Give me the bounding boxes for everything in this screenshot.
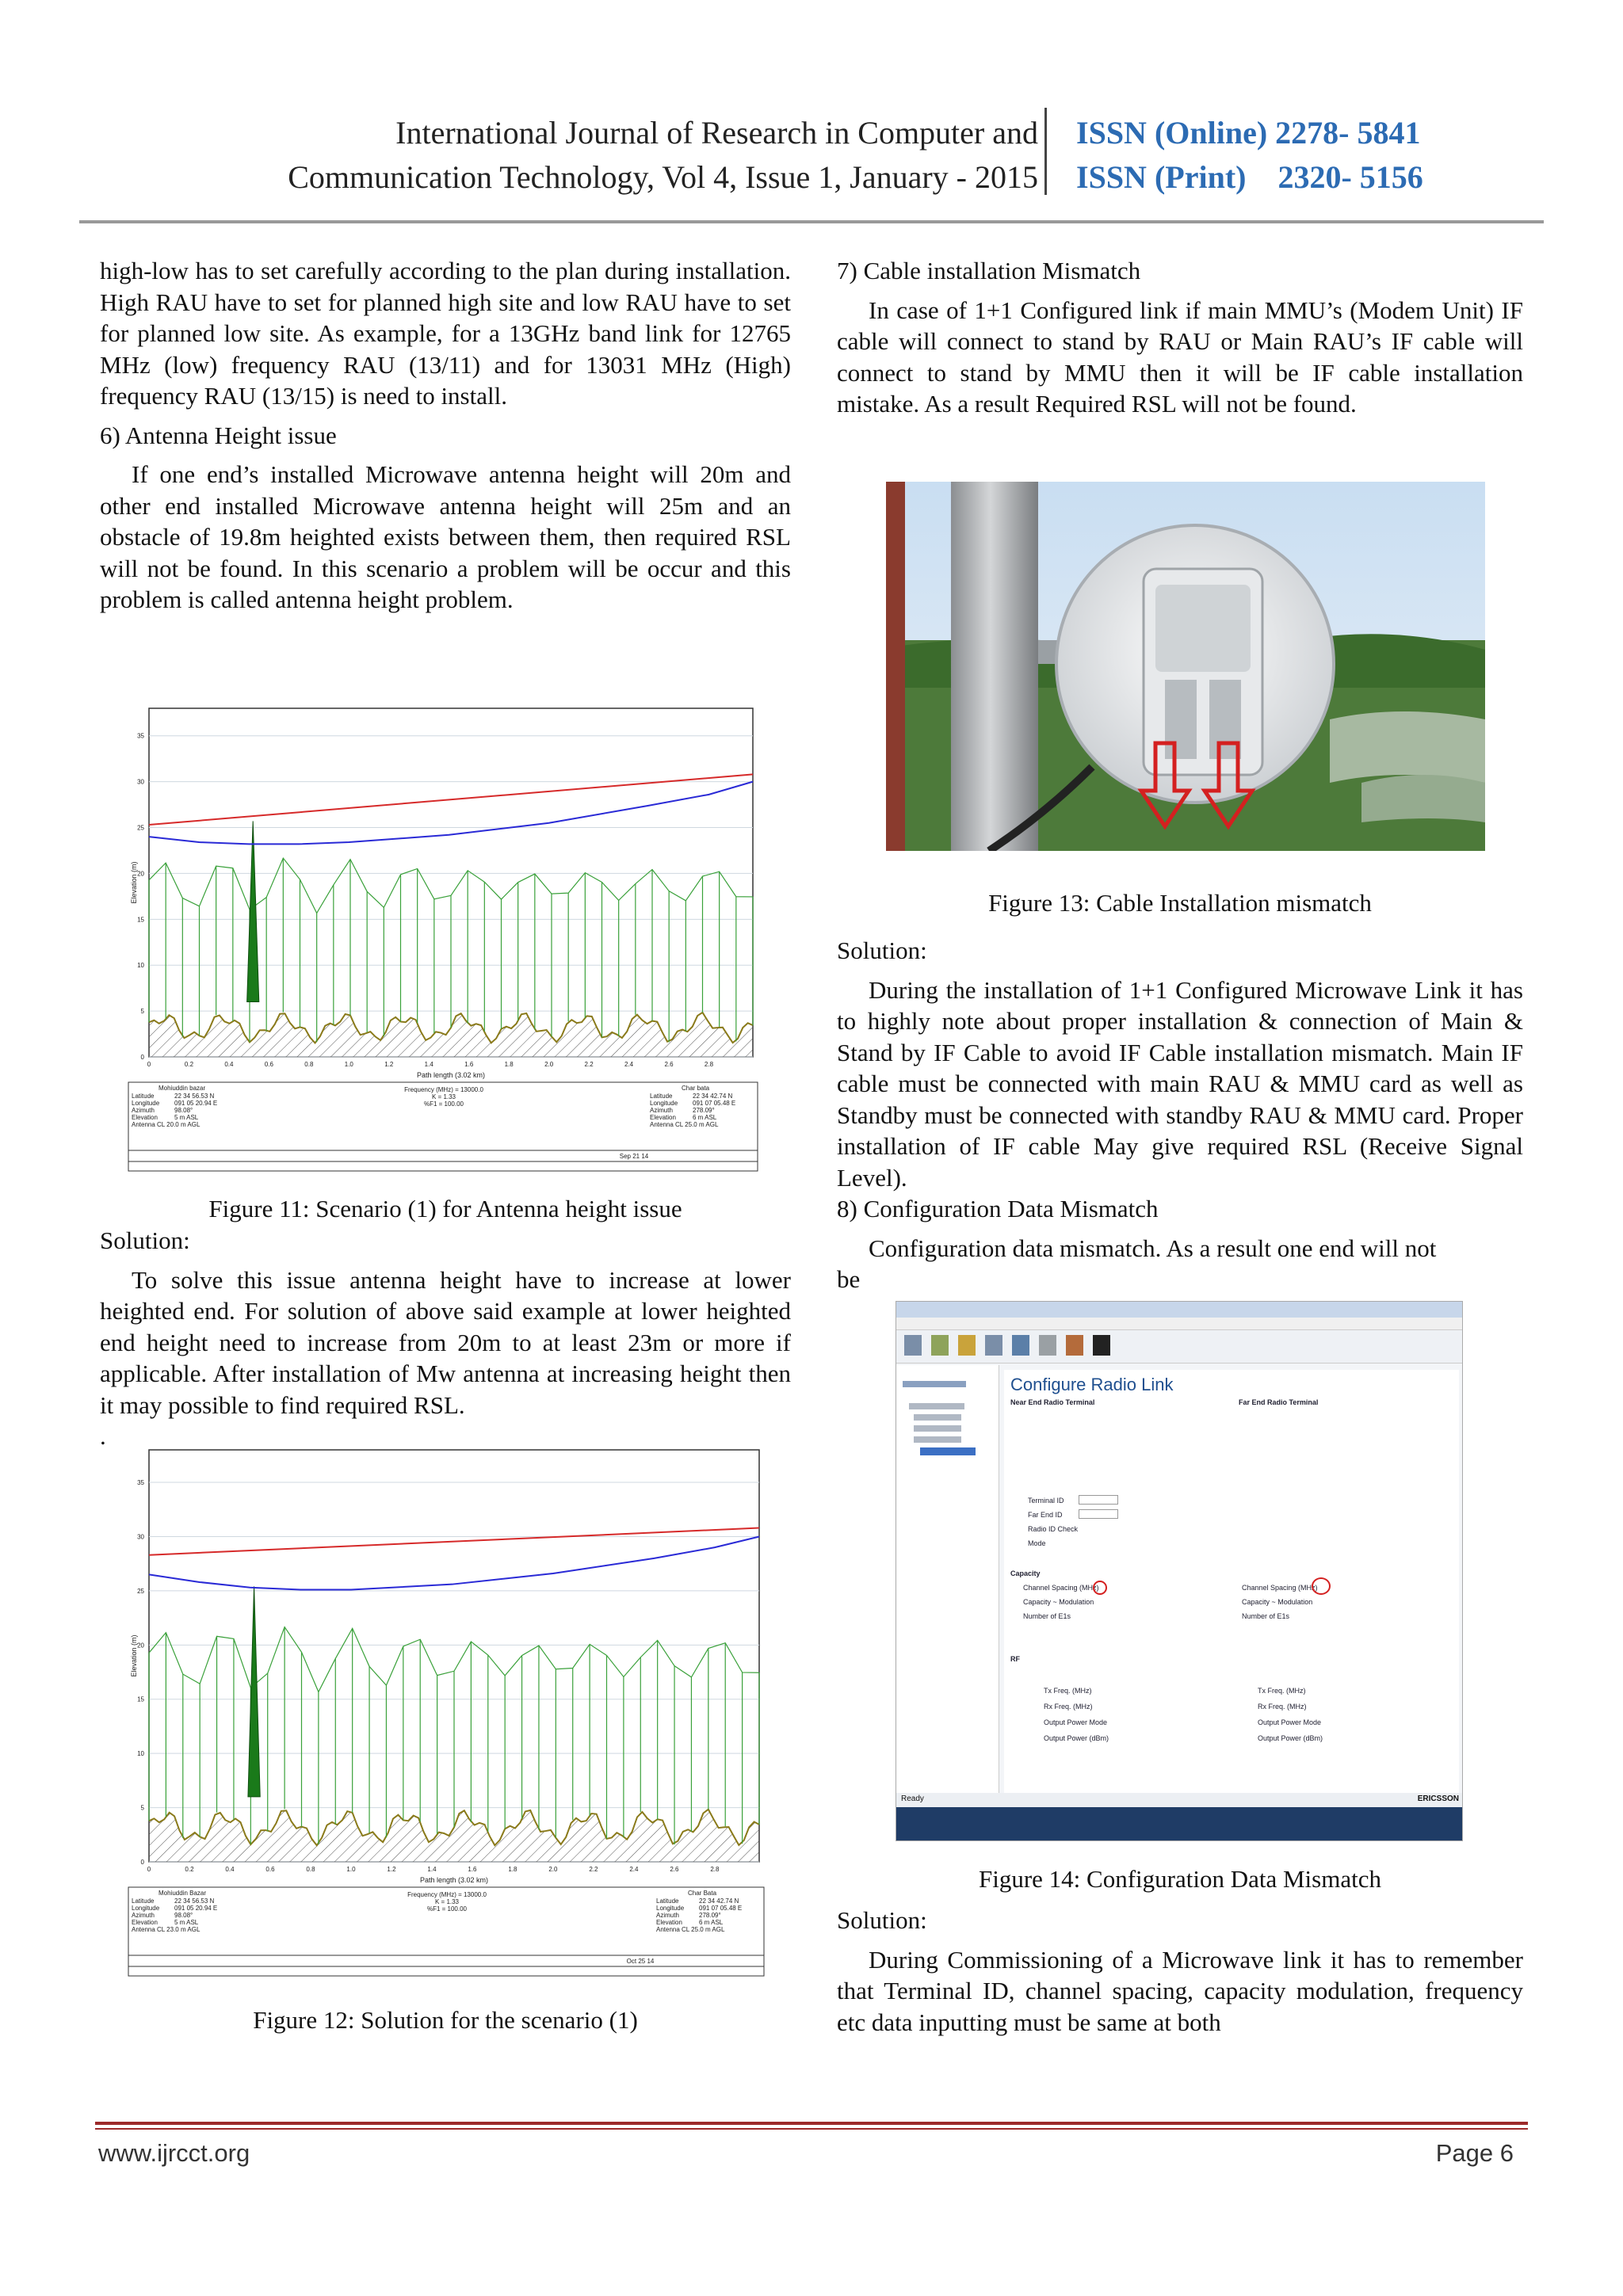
journal-title — [119, 111, 1038, 200]
site-b-name: Char Bata — [688, 1890, 717, 1897]
capacity-label: Capacity — [1010, 1569, 1041, 1577]
y-tick-label: 15 — [137, 916, 144, 924]
az-label-b: Azimuth — [650, 1107, 673, 1114]
rx-freq-label: Rx Freq. (MHz) — [1044, 1703, 1093, 1711]
status-bar — [896, 1793, 1463, 1807]
x-tick-label: 1.6 — [468, 1866, 477, 1873]
az-label-a: Azimuth — [132, 1912, 155, 1919]
lon-value-b: 091 07 05.48 E — [693, 1100, 736, 1107]
lon-label-a: Longitude — [132, 1905, 160, 1912]
lon-label-b: Longitude — [650, 1100, 678, 1107]
f1-text: %F1 = 100.00 — [423, 1100, 464, 1108]
lon-label-b: Longitude — [656, 1905, 685, 1912]
x-tick-label: 0.8 — [304, 1061, 314, 1068]
heading-antenna-height: 6) Antenna Height issue — [100, 421, 337, 449]
x-tick-label: 0 — [147, 1061, 151, 1068]
x-tick-label: 1.8 — [508, 1866, 517, 1873]
right-column-solution — [837, 935, 1523, 1295]
y-tick-label: 5 — [140, 1804, 144, 1812]
lon-value-a: 091 05 20.94 E — [174, 1100, 218, 1107]
config-title: Configure Radio Link — [1010, 1375, 1174, 1394]
x-tick-label: 1.0 — [344, 1061, 353, 1068]
x-tick-label: 2.0 — [544, 1061, 554, 1068]
cable-installation-photo — [886, 482, 1485, 851]
el-label-b: Elevation — [656, 1919, 682, 1926]
journal-title-line1: International Journal of Research in Computer and — [395, 115, 1038, 151]
el-label-b: Elevation — [650, 1114, 676, 1121]
left-column-top — [100, 255, 791, 616]
y-tick-label: 25 — [137, 824, 144, 832]
antenna-b: Antenna CL 25.0 m AGL — [656, 1926, 725, 1933]
az-value-b: 278.09° — [693, 1107, 715, 1114]
window-menubar — [896, 1318, 1462, 1330]
y-tick-label: 35 — [137, 1479, 144, 1487]
near-end-heading: Near End Radio Terminal — [1010, 1398, 1095, 1406]
x-tick-label: 1.8 — [504, 1061, 514, 1068]
el-value-a: 5 m ASL — [174, 1919, 199, 1926]
x-tick-label: 1.4 — [427, 1866, 437, 1873]
terminal-id-label: Terminal ID — [1028, 1497, 1064, 1505]
lat-label-a: Latitude — [132, 1093, 155, 1100]
channel-spacing-label: Channel Spacing (MHz) — [1023, 1584, 1099, 1592]
f1-text: %F1 = 100.00 — [426, 1905, 468, 1913]
y-axis-label: Elevation (m) — [130, 1634, 138, 1677]
tx-freq-label: Tx Freq. (MHz) — [1044, 1687, 1092, 1695]
far-end-heading: Far End Radio Terminal — [1239, 1398, 1319, 1406]
az-value-b: 278.09° — [699, 1912, 721, 1919]
antenna-a: Antenna CL 23.0 m AGL — [132, 1926, 200, 1933]
paragraph-cable-mismatch: In case of 1+1 Configured link if main MMU’s (Modem Unit) IF cable will connect to stand by RAU or Main RAU’s IF cable will connect to stand by MMU then it will be IF cable installation mistake. As a result Required RSL will not be found. — [837, 296, 1523, 418]
header-divider — [1044, 108, 1047, 195]
far-number-of-e1s-label: Number of E1s — [1242, 1612, 1290, 1620]
solution-label-right-2: Solution: — [837, 1906, 927, 1934]
window-toolbar — [896, 1330, 1462, 1363]
x-tick-label: 0.4 — [224, 1061, 234, 1068]
site-b-name: Char bata — [682, 1085, 710, 1092]
issn-print: ISSN (Print) 2320- 5156 — [1076, 159, 1423, 195]
mode-label: Mode — [1028, 1539, 1046, 1547]
stray-dot: . — [100, 1422, 106, 1450]
az-value-a: 98.08° — [174, 1912, 193, 1919]
x-tick-label: 0.8 — [306, 1866, 315, 1873]
journal-title-line2: Communication Technology, Vol 4, Issue 1, January - 2015 — [288, 159, 1038, 195]
issn-block — [1076, 111, 1568, 200]
el-label-a: Elevation — [132, 1919, 158, 1926]
header-rule — [79, 220, 1544, 223]
left-column-solution — [100, 1225, 791, 1452]
y-tick-label: 20 — [137, 870, 144, 878]
status-ericsson: ERICSSON — [1417, 1794, 1459, 1803]
lon-value-b: 091 07 05.48 E — [699, 1905, 743, 1912]
az-label-a: Azimuth — [132, 1107, 155, 1114]
paragraph-solution-cable: During the installation of 1+1 Configured Microwave Link it has to highly note about proper installation & connection of Main & Stand by IF Cable to avoid IF Cable installation mismatch. Main IF cable must be connected with main RAU & MMU card as well as Standby must be connected with standby RAU & MMU card. Proper installation of IF cable May give required RSL (Receive Signal Level). — [837, 975, 1523, 1192]
el-value-b: 6 m ASL — [699, 1919, 724, 1926]
lat-value-a: 22 34 56.53 N — [174, 1897, 215, 1905]
x-tick-label: 0.2 — [184, 1061, 194, 1068]
antenna-a: Antenna CL 20.0 m AGL — [132, 1121, 200, 1128]
y-tick-label: 35 — [137, 732, 144, 740]
far-capacity-modulation-label: Capacity ~ Modulation — [1242, 1598, 1313, 1606]
number-of-e1s-label: Number of E1s — [1023, 1612, 1071, 1620]
far-end-id-label: Far End ID — [1028, 1511, 1063, 1519]
x-tick-label: 2.4 — [629, 1866, 639, 1873]
y-tick-label: 5 — [140, 1008, 144, 1016]
x-tick-label: 2.8 — [710, 1866, 720, 1873]
paragraph-config-mismatch: Configuration data mismatch. As a result one end will not — [869, 1234, 1437, 1262]
figure-13-caption: Figure 13: Cable Installation mismatch — [988, 889, 1372, 917]
tree-panel — [896, 1365, 999, 1793]
lat-label-b: Latitude — [650, 1093, 673, 1100]
y-tick-label: 0 — [140, 1859, 144, 1866]
lon-label-a: Longitude — [132, 1100, 160, 1107]
frequency-text: Frequency (MHz) = 13000.0 — [407, 1891, 487, 1898]
y-tick-label: 0 — [140, 1054, 144, 1061]
figure-11-svg — [127, 700, 761, 1174]
right-column-bottom — [837, 1905, 1523, 2038]
x-tick-label: 2.6 — [670, 1866, 679, 1873]
heading-config-mismatch: 8) Configuration Data Mismatch — [837, 1195, 1159, 1222]
footer-url[interactable]: www.ijrcct.org — [98, 2139, 250, 2167]
output-power-label: Output Power (dBm) — [1044, 1734, 1109, 1742]
figure-13-photo — [886, 482, 1485, 851]
k-factor-text: K = 1.33 — [434, 1898, 460, 1905]
x-tick-label: 2.2 — [589, 1866, 598, 1873]
x-axis-label: Path length (3.02 km) — [419, 1876, 489, 1884]
x-tick-label: 0.6 — [265, 1866, 275, 1873]
footer-rule — [95, 2122, 1528, 2125]
status-ready: Ready — [901, 1794, 924, 1803]
k-factor-text: K = 1.33 — [431, 1093, 456, 1100]
el-value-a: 5 m ASL — [174, 1114, 199, 1121]
x-tick-label: 1.2 — [384, 1061, 394, 1068]
lat-value-a: 22 34 56.53 N — [174, 1093, 215, 1100]
figure-11-chart — [127, 700, 761, 1174]
rf-label: RF — [1010, 1655, 1020, 1663]
terminal-id-input[interactable] — [1079, 1495, 1118, 1505]
y-tick-label: 20 — [137, 1642, 144, 1650]
x-tick-label: 2.6 — [664, 1061, 674, 1068]
y-tick-label: 30 — [137, 778, 144, 786]
antenna-b: Antenna CL 25.0 m AGL — [650, 1121, 719, 1128]
far-tx-freq-label: Tx Freq. (MHz) — [1258, 1687, 1306, 1695]
window-titlebar — [896, 1302, 1462, 1318]
site-a-name: Mohiuddin Bazar — [158, 1890, 207, 1897]
x-tick-label: 1.0 — [346, 1866, 356, 1873]
y-tick-label: 25 — [137, 1587, 144, 1595]
figure-14-caption: Figure 14: Configuration Data Mismatch — [979, 1865, 1381, 1893]
config-panel — [1004, 1370, 1459, 1793]
issn-online: ISSN (Online) 2278- 5841 — [1076, 115, 1421, 151]
x-tick-label: 2.2 — [584, 1061, 594, 1068]
far-output-power-label: Output Power (dBm) — [1258, 1734, 1323, 1742]
y-tick-label: 10 — [137, 1750, 144, 1758]
lon-value-a: 091 05 20.94 E — [174, 1905, 218, 1912]
paragraph-intro: high-low has to set carefully according to the plan during installation. High RAU have to set for planned high site and low RAU have to set for planned low site. As example, for a 13GHz band link for 12765 MHz (low) frequency RAU (13/11) and for 13031 MHz (High) frequency RAU (13/15) is need to install. — [100, 257, 791, 410]
far-channel-spacing-label: Channel Spacing (MHz) — [1242, 1584, 1318, 1592]
capacity-modulation-label: Capacity ~ Modulation — [1023, 1598, 1094, 1606]
paragraph-config-cut: be — [837, 1265, 861, 1293]
solution-label-left: Solution: — [100, 1226, 190, 1254]
y-axis-label: Elevation (m) — [130, 861, 138, 904]
right-column-top — [837, 255, 1523, 420]
x-tick-label: 1.4 — [424, 1061, 433, 1068]
frequency-text: Frequency (MHz) = 13000.0 — [404, 1086, 483, 1093]
radio-id-check-label: Radio ID Check — [1028, 1525, 1079, 1533]
taskbar — [896, 1807, 1463, 1841]
lat-label-b: Latitude — [656, 1897, 679, 1905]
paragraph-antenna-height: If one end’s installed Microwave antenna height will 20m and other end installed Microwave antenna height will 25m and an obstacle of 19.8m heighted exists between them, then required RSL will not be found. In this scenario a problem will be occur and this problem is called antenna height problem. — [100, 460, 791, 613]
x-tick-label: 0.4 — [225, 1866, 235, 1873]
lat-value-b: 22 34 42.74 N — [699, 1897, 739, 1905]
chart-date: Sep 21 14 — [619, 1153, 649, 1160]
x-tick-label: 0.6 — [264, 1061, 273, 1068]
figure-12-caption: Figure 12: Solution for the scenario (1) — [253, 2006, 638, 2034]
footer-rule-thin — [95, 2128, 1528, 2130]
x-tick-label: 1.6 — [464, 1061, 474, 1068]
x-tick-label: 2.0 — [548, 1866, 558, 1873]
channel-spacing-highlight — [1093, 1581, 1107, 1595]
x-axis-label: Path length (3.02 km) — [416, 1071, 486, 1079]
far-rx-freq-label: Rx Freq. (MHz) — [1258, 1703, 1307, 1711]
x-tick-label: 2.8 — [704, 1061, 714, 1068]
figure-14-screenshot — [896, 1301, 1463, 1841]
figure-12-chart — [127, 1442, 767, 1979]
paragraph-solution-left: To solve this issue antenna height have to increase at lower heighted end. For solution of above said example at lower heighted end height need to increase from 20m to at least 23m or more if applicable. After installation of Mw antenna at increasing height then it may possible to find required RSL. — [100, 1265, 791, 1419]
solution-label-right: Solution: — [837, 936, 927, 964]
x-tick-label: 0.2 — [185, 1866, 194, 1873]
x-tick-label: 0 — [147, 1866, 151, 1873]
far-end-id-input[interactable] — [1079, 1509, 1118, 1519]
x-tick-label: 2.4 — [624, 1061, 634, 1068]
footer-page-number: Page 6 — [1435, 2139, 1514, 2167]
lat-label-a: Latitude — [132, 1897, 155, 1905]
far-output-power-mode-label: Output Power Mode — [1258, 1718, 1322, 1726]
az-label-b: Azimuth — [656, 1912, 679, 1919]
figure-11-caption: Figure 11: Scenario (1) for Antenna height issue — [208, 1195, 682, 1222]
az-value-a: 98.08° — [174, 1107, 193, 1114]
y-tick-label: 10 — [137, 962, 144, 970]
paragraph-solution-config: During Commissioning of a Microwave link it has to remember that Terminal ID, channel spacing, capacity modulation, frequency etc data inputting must be same at both — [837, 1945, 1523, 2036]
figure-12-svg — [127, 1442, 767, 1979]
y-tick-label: 30 — [137, 1533, 144, 1541]
el-label-a: Elevation — [132, 1114, 158, 1121]
far-channel-spacing-highlight — [1312, 1577, 1331, 1595]
output-power-mode-label: Output Power Mode — [1044, 1718, 1108, 1726]
lat-value-b: 22 34 42.74 N — [693, 1093, 733, 1100]
site-a-name: Mohiuddin bazar — [158, 1085, 206, 1092]
heading-cable-mismatch: 7) Cable installation Mismatch — [837, 257, 1141, 284]
y-tick-label: 15 — [137, 1695, 144, 1703]
el-value-b: 6 m ASL — [693, 1114, 717, 1121]
x-tick-label: 1.2 — [387, 1866, 396, 1873]
chart-date: Oct 25 14 — [626, 1958, 655, 1965]
